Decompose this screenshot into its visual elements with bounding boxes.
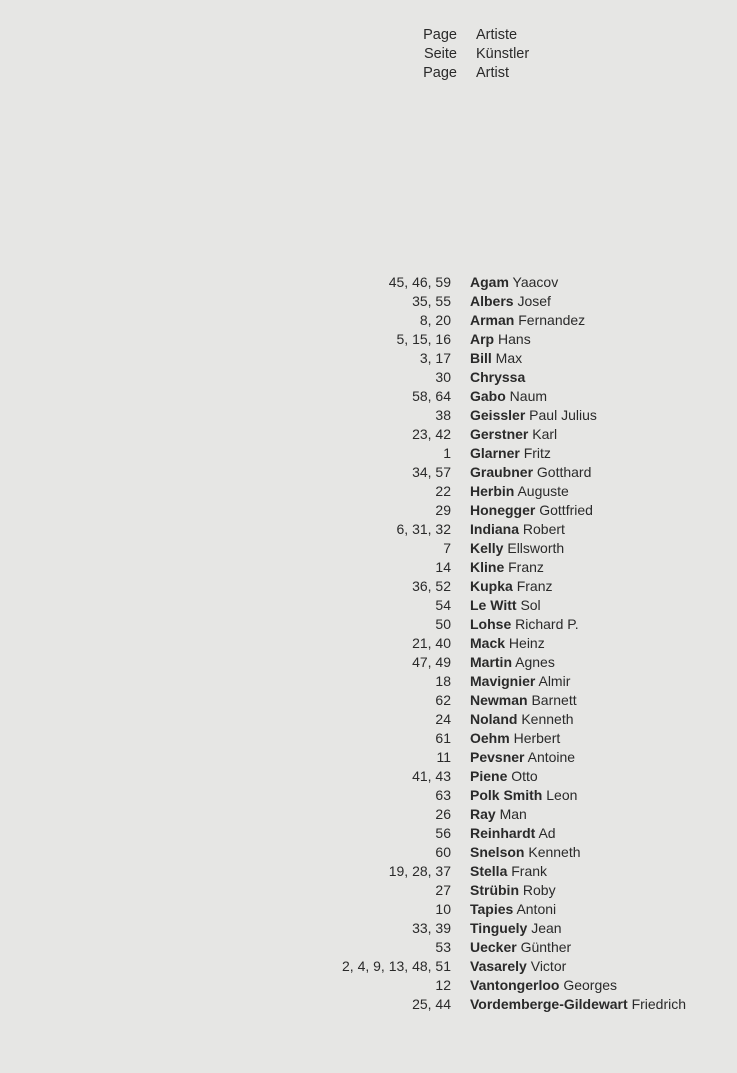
entry-surname: Graubner xyxy=(470,464,534,480)
entry-given-name: Herbert xyxy=(513,730,561,746)
entry-artist-name xyxy=(470,919,562,938)
header-artist-label: Artiste xyxy=(476,27,518,43)
entry-artist-name xyxy=(470,273,558,292)
entry-surname: Strübin xyxy=(470,882,519,898)
entry-given-name: Otto xyxy=(511,768,538,784)
entry-given-name: Gottfried xyxy=(539,502,593,518)
entry-given-name: Jean xyxy=(531,920,562,936)
index-entry xyxy=(0,672,737,691)
entry-given-name: Friedrich xyxy=(631,996,687,1012)
entry-given-name: Auguste xyxy=(517,483,569,499)
entry-given-name: Roby xyxy=(522,882,556,898)
entry-artist-name xyxy=(470,653,555,672)
entry-given-name: Barnett xyxy=(531,692,577,708)
entry-page-numbers: 2, 4, 9, 13, 48, 51 xyxy=(342,958,451,974)
entry-page-numbers: 56 xyxy=(435,825,451,841)
entry-surname: Snelson xyxy=(470,844,525,860)
entry-given-name: Hans xyxy=(498,331,531,347)
entry-surname: Glarner xyxy=(470,445,520,461)
entry-page-numbers: 1 xyxy=(443,445,451,461)
entry-surname: Vasarely xyxy=(470,958,527,974)
index-entry xyxy=(0,729,737,748)
entry-given-name: Ad xyxy=(538,825,556,841)
entry-artist-name xyxy=(470,767,538,786)
entry-surname: Agam xyxy=(470,274,509,290)
entry-surname: Martin xyxy=(470,654,512,670)
entry-surname: Honegger xyxy=(470,502,536,518)
entry-artist-name xyxy=(470,843,581,862)
entry-artist-name xyxy=(470,862,547,881)
entry-surname: Ray xyxy=(470,806,496,822)
entry-page-numbers: 10 xyxy=(435,901,451,917)
entry-artist-name xyxy=(470,349,522,368)
entry-artist-name xyxy=(470,463,591,482)
header-row-french xyxy=(0,26,737,45)
entry-page-numbers: 33, 39 xyxy=(412,920,451,936)
entry-page-numbers: 25, 44 xyxy=(412,996,451,1012)
index-entry xyxy=(0,843,737,862)
index-entry xyxy=(0,748,737,767)
index-entry xyxy=(0,330,737,349)
index-entry xyxy=(0,805,737,824)
entry-given-name: Georges xyxy=(563,977,618,993)
entry-given-name: Kenneth xyxy=(528,844,581,860)
index-entry xyxy=(0,349,737,368)
entry-artist-name xyxy=(470,558,544,577)
header-page-label: Seite xyxy=(423,46,457,62)
entry-surname: Albers xyxy=(470,293,514,309)
entry-artist-name xyxy=(470,748,575,767)
index-entry xyxy=(0,957,737,976)
entry-page-numbers: 62 xyxy=(435,692,451,708)
index-entry xyxy=(0,710,737,729)
index-entry xyxy=(0,634,737,653)
entry-artist-name xyxy=(470,672,570,691)
entry-given-name: Richard P. xyxy=(515,616,579,632)
index-entry xyxy=(0,273,737,292)
entry-given-name: Fritz xyxy=(523,445,551,461)
index-entry xyxy=(0,501,737,520)
entry-surname: Gabo xyxy=(470,388,506,404)
entry-page-numbers: 38 xyxy=(435,407,451,423)
entry-given-name: Paul Julius xyxy=(529,407,597,423)
entry-page-numbers: 23, 42 xyxy=(412,426,451,442)
entry-given-name: Victor xyxy=(530,958,567,974)
entry-artist-name xyxy=(470,900,556,919)
entry-given-name: Sol xyxy=(520,597,541,613)
index-entry xyxy=(0,425,737,444)
entry-page-numbers: 45, 46, 59 xyxy=(388,274,451,290)
entry-page-numbers: 60 xyxy=(435,844,451,860)
index-entry xyxy=(0,691,737,710)
entry-page-numbers: 63 xyxy=(435,787,451,803)
index-entry xyxy=(0,653,737,672)
artist-index-list xyxy=(0,273,737,1014)
entry-page-numbers: 30 xyxy=(435,369,451,385)
entry-surname: Mack xyxy=(470,635,506,651)
header-row-english xyxy=(0,64,737,83)
index-entry xyxy=(0,311,737,330)
entry-surname: Uecker xyxy=(470,939,517,955)
entry-surname: Geissler xyxy=(470,407,526,423)
entry-surname: Herbin xyxy=(470,483,515,499)
entry-surname: Pevsner xyxy=(470,749,525,765)
entry-surname: Newman xyxy=(470,692,528,708)
entry-page-numbers: 11 xyxy=(436,749,451,765)
index-entry xyxy=(0,862,737,881)
entry-surname: Indiana xyxy=(470,521,520,537)
entry-artist-name xyxy=(470,710,574,729)
entry-page-numbers: 22 xyxy=(435,483,451,499)
entry-given-name: Gotthard xyxy=(536,464,592,480)
entry-surname: Arman xyxy=(470,312,515,328)
index-entry xyxy=(0,767,737,786)
entry-artist-name xyxy=(470,881,556,900)
entry-surname: Stella xyxy=(470,863,508,879)
entry-given-name: Frank xyxy=(511,863,548,879)
entry-artist-name xyxy=(470,501,593,520)
index-entry xyxy=(0,824,737,843)
index-entry xyxy=(0,482,737,501)
index-entry xyxy=(0,881,737,900)
entry-page-numbers: 53 xyxy=(435,939,451,955)
entry-surname: Mavignier xyxy=(470,673,536,689)
index-entry xyxy=(0,995,737,1014)
entry-page-numbers: 61 xyxy=(435,730,451,746)
entry-artist-name xyxy=(470,805,527,824)
entry-page-numbers: 19, 28, 37 xyxy=(388,863,451,879)
entry-given-name: Robert xyxy=(522,521,565,537)
index-entry xyxy=(0,558,737,577)
entry-given-name: Man xyxy=(499,806,527,822)
entry-page-numbers: 27 xyxy=(435,882,451,898)
entry-artist-name xyxy=(470,539,564,558)
entry-surname: Tapies xyxy=(470,901,514,917)
index-entry xyxy=(0,786,737,805)
entry-surname: Kupka xyxy=(470,578,513,594)
entry-page-numbers: 21, 40 xyxy=(412,635,451,651)
index-header xyxy=(0,26,737,83)
entry-surname: Chryssa xyxy=(470,369,526,385)
entry-artist-name xyxy=(470,729,560,748)
entry-page-numbers: 8, 20 xyxy=(419,312,451,328)
entry-artist-name xyxy=(470,406,597,425)
entry-surname: Gerstner xyxy=(470,426,529,442)
entry-page-numbers: 12 xyxy=(435,977,451,993)
entry-artist-name xyxy=(470,425,557,444)
entry-given-name: Kenneth xyxy=(521,711,574,727)
entry-given-name: Naum xyxy=(509,388,548,404)
header-artist-label: Künstler xyxy=(476,46,530,62)
entry-given-name: Günther xyxy=(520,939,572,955)
entry-artist-name xyxy=(470,691,577,710)
entry-given-name: Antoni xyxy=(516,901,557,917)
index-entry xyxy=(0,292,737,311)
index-entry xyxy=(0,520,737,539)
entry-artist-name xyxy=(470,824,556,843)
entry-page-numbers: 26 xyxy=(435,806,451,822)
entry-artist-name xyxy=(470,311,585,330)
index-entry xyxy=(0,406,737,425)
entry-given-name: Heinz xyxy=(508,635,545,651)
index-entry xyxy=(0,368,737,387)
entry-page-numbers: 36, 52 xyxy=(412,578,451,594)
index-entry xyxy=(0,463,737,482)
entry-artist-name xyxy=(470,976,617,995)
entry-surname: Piene xyxy=(470,768,508,784)
entry-artist-name xyxy=(470,786,577,805)
entry-page-numbers: 34, 57 xyxy=(412,464,451,480)
index-entry xyxy=(0,387,737,406)
entry-given-name: Fernandez xyxy=(518,312,586,328)
index-entry xyxy=(0,444,737,463)
entry-artist-name xyxy=(470,938,571,957)
entry-page-numbers: 3, 17 xyxy=(419,350,451,366)
entry-surname: Vantongerloo xyxy=(470,977,560,993)
entry-page-numbers: 47, 49 xyxy=(412,654,451,670)
index-entry xyxy=(0,976,737,995)
entry-artist-name xyxy=(470,330,531,349)
index-entry xyxy=(0,615,737,634)
entry-artist-name xyxy=(470,596,541,615)
entry-artist-name xyxy=(470,520,565,539)
entry-surname: Arp xyxy=(470,331,495,347)
entry-given-name: Josef xyxy=(517,293,551,309)
entry-surname: Lohse xyxy=(470,616,512,632)
entry-page-numbers: 50 xyxy=(435,616,451,632)
entry-given-name: Karl xyxy=(532,426,558,442)
entry-artist-name xyxy=(470,995,686,1014)
index-entry xyxy=(0,900,737,919)
entry-page-numbers: 41, 43 xyxy=(412,768,451,784)
entry-artist-name xyxy=(470,368,525,387)
entry-page-numbers: 14 xyxy=(435,559,451,575)
entry-surname: Kline xyxy=(470,559,505,575)
entry-page-numbers: 54 xyxy=(435,597,451,613)
index-entry xyxy=(0,577,737,596)
index-entry xyxy=(0,539,737,558)
entry-page-numbers: 5, 15, 16 xyxy=(396,331,451,347)
entry-given-name: Agnes xyxy=(515,654,555,670)
entry-artist-name xyxy=(470,387,547,406)
entry-page-numbers: 18 xyxy=(435,673,451,689)
entry-page-numbers: 58, 64 xyxy=(412,388,451,404)
entry-artist-name xyxy=(470,292,551,311)
index-entry xyxy=(0,596,737,615)
entry-page-numbers: 6, 31, 32 xyxy=(396,521,451,537)
header-row-german xyxy=(0,45,737,64)
entry-artist-name xyxy=(470,615,579,634)
entry-artist-name xyxy=(470,634,545,653)
entry-given-name: Leon xyxy=(546,787,578,803)
entry-surname: Kelly xyxy=(470,540,504,556)
entry-given-name: Franz xyxy=(516,578,553,594)
entry-surname: Le Witt xyxy=(470,597,517,613)
entry-surname: Noland xyxy=(470,711,518,727)
entry-page-numbers: 35, 55 xyxy=(412,293,451,309)
header-page-label: Page xyxy=(423,27,457,43)
entry-given-name: Franz xyxy=(508,559,544,575)
entry-given-name: Yaacov xyxy=(512,274,559,290)
entry-given-name: Max xyxy=(495,350,523,366)
entry-given-name: Almir xyxy=(538,673,571,689)
header-page-label: Page xyxy=(423,65,457,81)
entry-page-numbers: 24 xyxy=(435,711,451,727)
entry-artist-name xyxy=(470,577,552,596)
entry-given-name: Ellsworth xyxy=(507,540,565,556)
entry-surname: Tinguely xyxy=(470,920,528,936)
entry-artist-name xyxy=(470,482,569,501)
index-entry xyxy=(0,919,737,938)
entry-surname: Oehm xyxy=(470,730,510,746)
entry-page-numbers: 7 xyxy=(443,540,451,556)
entry-artist-name xyxy=(470,444,551,463)
entry-surname: Vordemberge-Gildewart xyxy=(470,996,628,1012)
entry-artist-name xyxy=(470,957,566,976)
index-entry xyxy=(0,938,737,957)
entry-surname: Polk Smith xyxy=(470,787,543,803)
entry-page-numbers: 29 xyxy=(435,502,451,518)
entry-given-name: Antoine xyxy=(527,749,576,765)
header-artist-label: Artist xyxy=(476,65,510,81)
entry-surname: Reinhardt xyxy=(470,825,536,841)
entry-surname: Bill xyxy=(470,350,492,366)
